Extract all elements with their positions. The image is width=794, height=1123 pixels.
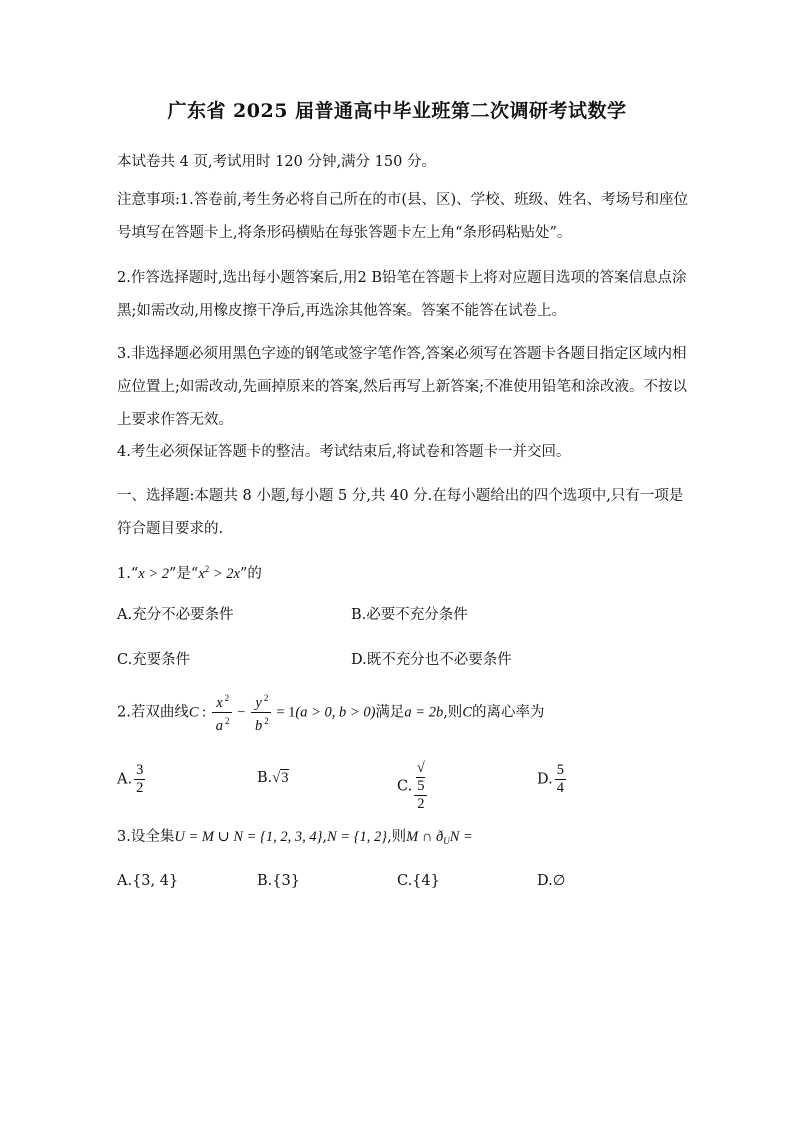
question-2-stem — [117, 690, 544, 735]
q2-num-y-exp: 2 — [263, 693, 269, 703]
q3-n-set: N = {1, 2} — [327, 829, 388, 845]
q1-option-b: B.必要不充分条件 — [351, 607, 468, 623]
q2-condition: (a > 0, b > 0) — [295, 704, 376, 721]
q3-option-c: C.{4} — [397, 873, 440, 889]
question-1-stem — [117, 562, 262, 583]
question-3-stem — [117, 825, 473, 846]
q2-curve: C — [188, 704, 199, 721]
q2-option-c — [397, 760, 429, 813]
q2-den-a: a — [215, 718, 224, 734]
q3-universal: U = M ∪ N = {1, 2, 3, 4} — [174, 829, 323, 845]
notice-4: 4.考生必须保证答题卡的整洁。考试结束后,将试卷和答题卡一并交回。 — [117, 444, 571, 460]
q2-option-c-den: 2 — [417, 796, 425, 812]
q2-option-d-fraction — [555, 762, 566, 797]
q3-expr: M ∩ ð — [406, 829, 444, 845]
q2-den-b-exp: 2 — [264, 716, 269, 726]
q2-num-x-exp: 2 — [224, 693, 230, 703]
q2-option-b-radicand: 3 — [281, 770, 289, 786]
q2-option-c-fraction — [414, 760, 427, 813]
q2-option-c-label: C. — [397, 778, 413, 795]
q3-expr-2: N = — [449, 829, 473, 845]
q3-expr-sub: U — [443, 836, 450, 846]
q2-curve-2: C — [462, 704, 472, 721]
q2-minus: − — [233, 704, 249, 721]
q1-open-quote: “ — [130, 566, 139, 582]
notice-2: 2.作答选择题时,选出每小题答案后,用2 B铅笔在答题卡上将对应题目选项的答案信息点涂黑;如需改动,用橡皮擦干净后,再选涂其他答案。答案不能答在试卷上。 — [117, 270, 687, 319]
q3-option-b: B.{3} — [257, 873, 300, 889]
q2-option-d-den: 4 — [556, 780, 564, 796]
q2-prefix: 2.若双曲线 — [117, 704, 189, 721]
q2-option-c-num: √ 5 — [414, 760, 427, 796]
q2-option-a — [117, 762, 147, 797]
q1-option-d: D.既不充分也不必要条件 — [351, 652, 512, 668]
q2-option-a-num: 3 — [136, 762, 144, 778]
q3-then: ,则 — [387, 829, 407, 845]
q2-num-y: y — [255, 695, 262, 711]
q1-condition-2-exp: 2 — [204, 564, 210, 574]
q2-satisfies: 满足 — [375, 704, 405, 721]
q3-option-d: D.∅ — [537, 873, 566, 889]
q1-mid: ”是“ — [169, 566, 199, 582]
exam-intro: 本试卷共 4 页,考试用时 120 分钟,满分 150 分。 — [117, 154, 436, 170]
q3-sep: , — [322, 829, 327, 845]
notice-1: 注意事项:1.答卷前,考生务必将自己所在的市(县、区)、学校、班级、姓名、考场号和座位号填写在答题卡上,将条形码横贴在每张答题卡左上角“条形码粘贴处”。 — [117, 192, 689, 241]
q2-then: ,则 — [443, 704, 463, 721]
q2-option-d-label: D. — [537, 771, 553, 788]
q1-end: ”的 — [240, 566, 262, 582]
q2-option-b — [257, 770, 289, 787]
q2-option-b-label: B. — [257, 770, 273, 786]
q2-option-a-fraction — [134, 762, 145, 797]
q2-option-d — [537, 762, 568, 797]
q2-option-a-label: A. — [117, 771, 133, 788]
q2-num-x: x — [216, 695, 223, 711]
q2-option-a-den: 2 — [136, 780, 144, 796]
section-heading: 一、选择题:本题共 8 小题,每小题 5 分,共 40 分.在每小题给出的四个选项中,只有一项是符合题目要求的. — [117, 488, 684, 537]
q2-relation: a = 2b — [404, 704, 444, 721]
q1-condition-1: x > 2 — [138, 566, 169, 582]
q2-den-b: b — [254, 718, 263, 734]
q2-den-a-exp: 2 — [225, 716, 230, 726]
q1-option-a: A.充分不必要条件 — [117, 607, 234, 623]
q2-tail: 的离心率为 — [471, 704, 545, 721]
q2-fraction-x — [212, 690, 232, 735]
q2-colon: : — [198, 704, 210, 721]
q3-option-a: A.{3, 4} — [117, 873, 179, 889]
q2-fraction-y — [251, 690, 271, 735]
page-title: 广东省 2025 届普通高中毕业班第二次调研考试数学 — [167, 100, 627, 122]
q1-number: 1. — [117, 566, 131, 582]
q2-equals-one: = 1 — [272, 704, 296, 721]
q2-option-b-root: √3 — [272, 770, 289, 786]
q1-condition-2-base: x — [198, 566, 205, 582]
q2-option-c-radicand: 5 — [417, 778, 425, 794]
q1-option-c: C.充要条件 — [117, 652, 191, 668]
notice-3: 3.非选择题必须用黑色字迹的钢笔或签字笔作答,答案必须写在答题卡各题目指定区域内相应位置上;如需改动,先画掉原来的答案,然后再写上新答案;不准使用铅笔和涂改液。不按以上要求作答无效。 — [117, 346, 687, 428]
q3-prefix: 3.设全集 — [117, 829, 175, 845]
q1-condition-2-rest: > 2x — [209, 566, 240, 582]
q2-option-d-num: 5 — [556, 762, 564, 778]
